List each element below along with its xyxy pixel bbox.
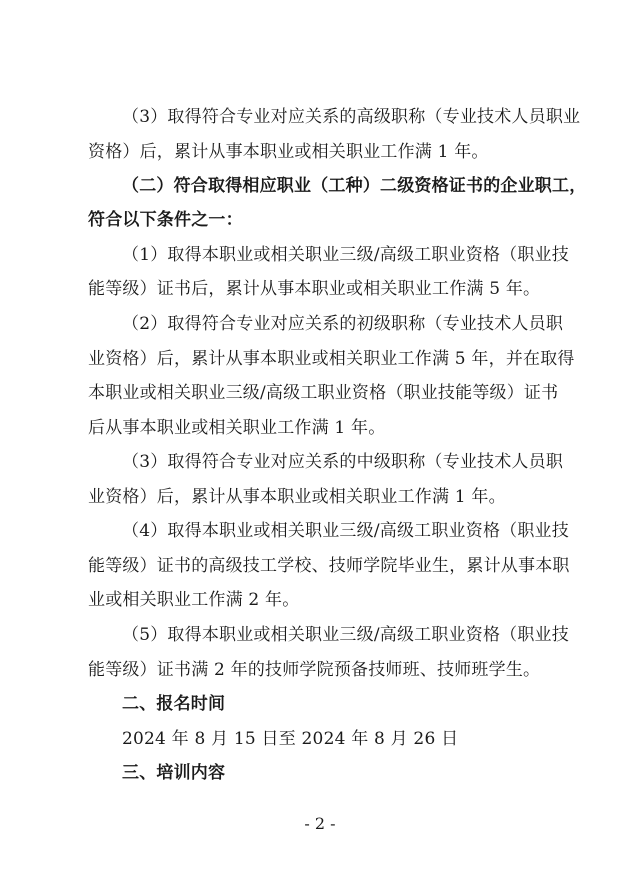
body-text-line: （5）取得本职业或相关职业三级/高级工职业资格（职业技 (122, 625, 569, 645)
body-text-line: 资格）后，累计从事本职业或相关职业工作满 1 年。 (88, 142, 489, 162)
body-text-line: 后从事本职业或相关职业工作满 1 年。 (88, 418, 386, 438)
section-heading: 符合以下条件之一： (88, 210, 243, 230)
section-heading: （二）符合取得相应职业（工种）二级资格证书的企业职工， (122, 176, 587, 196)
section-heading: 三、培训内容 (122, 763, 226, 783)
body-text-line: （3）取得符合专业对应关系的中级职称（专业技术人员职 (122, 452, 564, 472)
registration-dates: 2024 年 8 月 15 日至 2024 年 8 月 26 日 (122, 729, 459, 749)
page-number: - 2 - (304, 814, 336, 833)
body-text-line: 业资格）后，累计从事本职业或相关职业工作满 5 年，并在取得 (88, 349, 575, 369)
body-text-line: 业资格）后，累计从事本职业或相关职业工作满 1 年。 (88, 487, 506, 507)
body-text-line: 本职业或相关职业三级/高级工职业资格（职业技能等级）证书 (88, 383, 559, 403)
body-text-line: 能等级）证书的高级技工学校、技师学院毕业生，累计从事本职 (88, 556, 570, 576)
body-text-line: （4）取得本职业或相关职业三级/高级工职业资格（职业技 (122, 521, 569, 541)
body-text-line: 业或相关职业工作满 2 年。 (88, 590, 300, 610)
body-text-line: （3）取得符合专业对应关系的高级职称（专业技术人员职业 (122, 107, 581, 127)
section-heading: 二、报名时间 (122, 694, 226, 714)
body-text-line: （2）取得符合专业对应关系的初级职称（专业技术人员职 (122, 314, 564, 334)
body-text-line: 能等级）证书后，累计从事本职业或相关职业工作满 5 年。 (88, 279, 541, 299)
body-text-line: 能等级）证书满 2 年的技师学院预备技师班、技师班学生。 (88, 660, 541, 680)
body-text-line: （1）取得本职业或相关职业三级/高级工职业资格（职业技 (122, 245, 569, 265)
